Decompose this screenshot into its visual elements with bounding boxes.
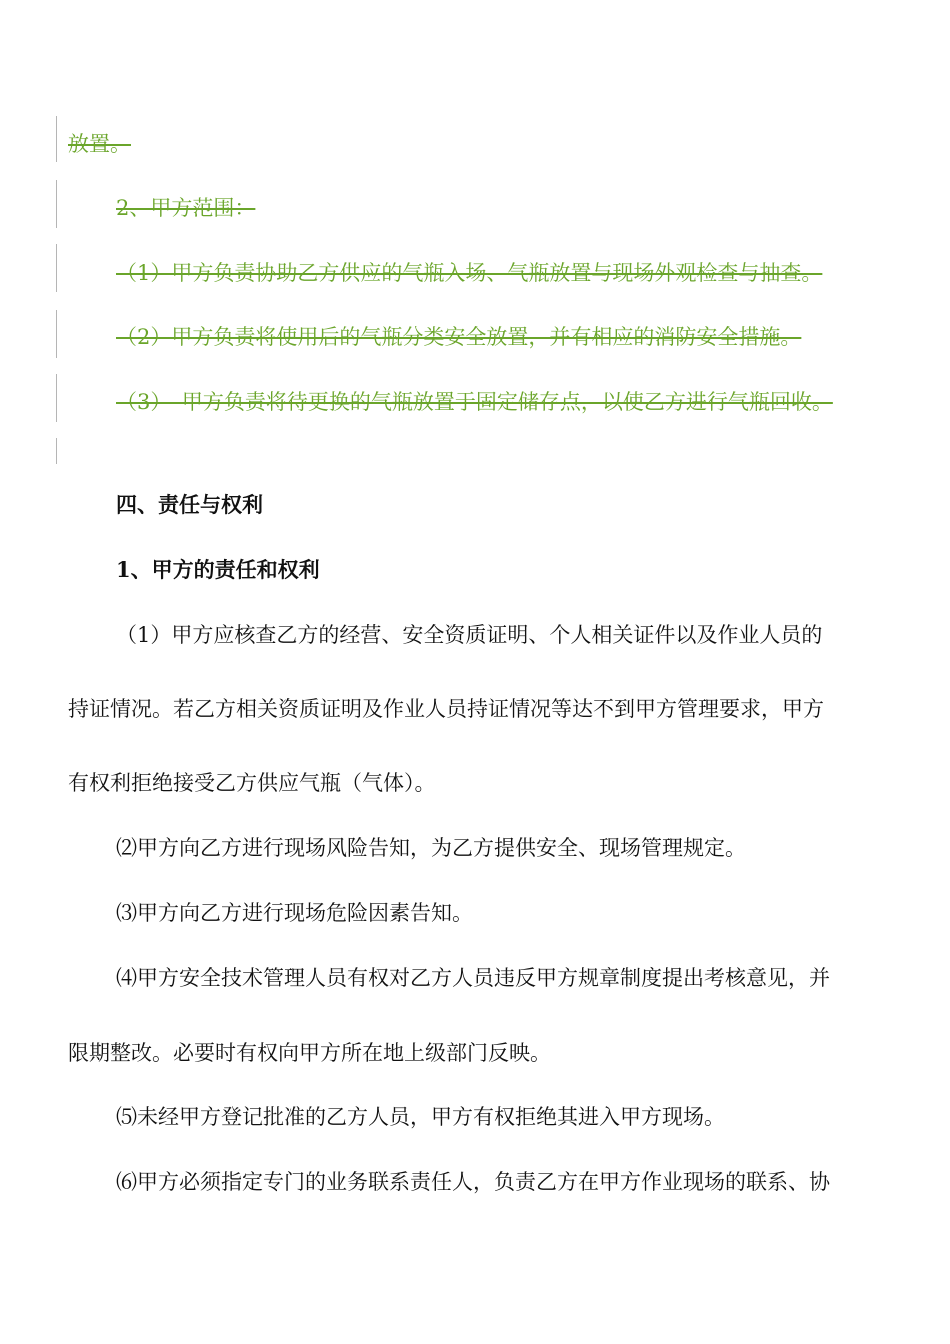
deleted-text-line: 2、甲方范围： [116, 196, 256, 220]
change-bar [56, 244, 57, 292]
paragraph-line: 持证情况。若乙方相关资质证明及作业人员持证情况等达不到甲方管理要求，甲方 [68, 697, 824, 721]
paragraph-line: （1）甲方应核查乙方的经营、安全资质证明、个人相关证件以及作业人员的 [116, 623, 823, 647]
change-bar [56, 374, 57, 422]
deleted-text-line: 放置。 [68, 132, 131, 156]
change-bar [56, 116, 57, 162]
paragraph-line: ⑸未经甲方登记批准的乙方人员，甲方有权拒绝其进入甲方现场。 [116, 1105, 725, 1129]
deleted-text-line: （3） 甲方负责将待更换的气瓶放置于固定储存点，以使乙方进行气瓶回收。 [116, 390, 833, 414]
deleted-text-line: （1）甲方负责协助乙方供应的气瓶入场、气瓶放置与现场外观检查与抽查。 [116, 261, 823, 285]
change-bar [56, 438, 57, 464]
paragraph-line: ⑶甲方向乙方进行现场危险因素告知。 [116, 901, 473, 925]
subsection-heading: 1、甲方的责任和权利 [116, 557, 320, 582]
paragraph-line: ⑵甲方向乙方进行现场风险告知，为乙方提供安全、现场管理规定。 [116, 836, 746, 860]
paragraph-line: ⑷甲方安全技术管理人员有权对乙方人员违反甲方规章制度提出考核意见，并 [116, 966, 830, 990]
change-bar [56, 310, 57, 358]
section-heading: 四、责任与权利 [116, 492, 263, 517]
deleted-text-line: （2）甲方负责将使用后的气瓶分类安全放置，并有相应的消防安全措施。 [116, 325, 802, 349]
change-bar [56, 180, 57, 228]
paragraph-line: ⑹甲方必须指定专门的业务联系责任人，负责乙方在甲方作业现场的联系、协 [116, 1170, 830, 1194]
paragraph-line: 限期整改。必要时有权向甲方所在地上级部门反映。 [68, 1041, 551, 1065]
paragraph-line: 有权利拒绝接受乙方供应气瓶（气体）。 [68, 771, 436, 795]
